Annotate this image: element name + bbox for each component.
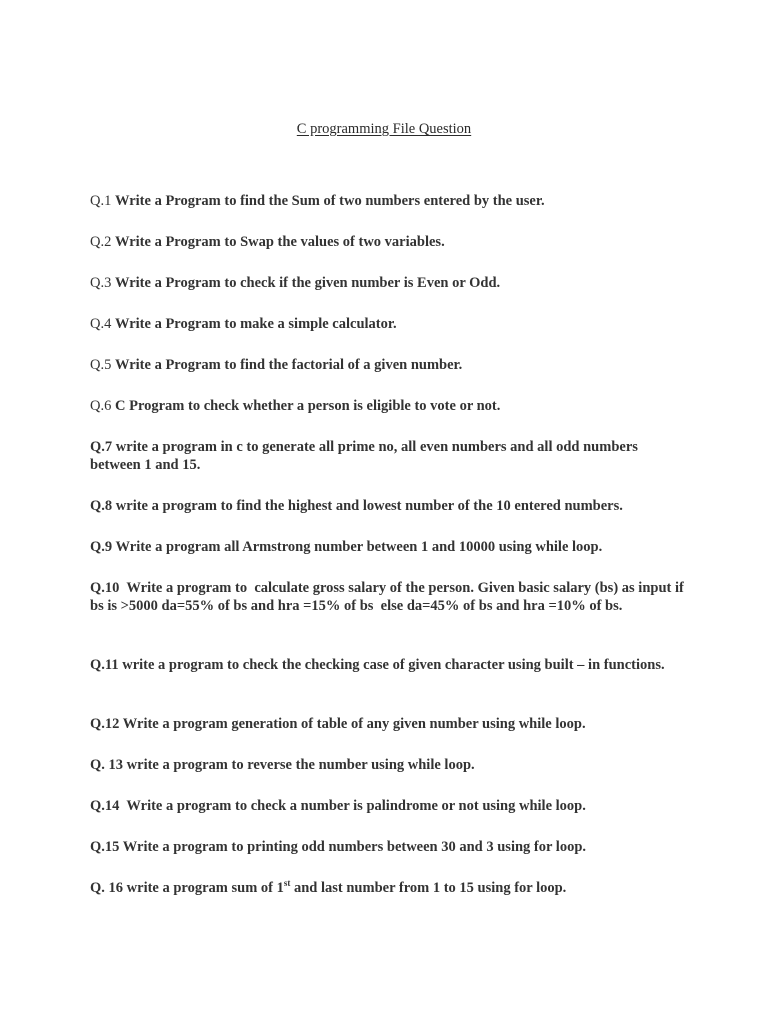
question-1 <box>90 192 690 210</box>
question-text-continued: and last number from 1 to 15 using for loop. <box>290 880 567 896</box>
question-text: Write a Program to find the Sum of two numbers entered by the user. <box>114 193 545 209</box>
question-text: Write a program all Armstrong number between 1 and 10000 using while loop. <box>115 539 603 555</box>
question-number: Q.4 <box>90 316 115 332</box>
question-text: Write a Program to Swap the values of two variables. <box>114 234 445 250</box>
question-text: Write a program to printing odd numbers between 30 and 3 using for loop. <box>122 839 587 855</box>
question-number: Q.5 <box>90 357 115 373</box>
question-text: Write a Program to make a simple calculator. <box>114 316 397 332</box>
question-number: Q.7 <box>90 439 116 455</box>
question-number: Q.2 <box>90 234 115 250</box>
question-14 <box>90 797 690 815</box>
question-5 <box>90 356 690 374</box>
question-number: Q.9 <box>90 539 116 555</box>
question-3 <box>90 274 690 292</box>
ordinal-superscript: st <box>283 878 291 889</box>
question-2 <box>90 233 690 251</box>
question-number: Q.10 <box>90 580 127 596</box>
question-number: Q. 13 <box>90 757 127 773</box>
question-number: Q.14 <box>90 798 127 814</box>
question-11 <box>90 656 690 674</box>
question-8 <box>90 497 690 515</box>
question-number: Q.15 <box>90 839 123 855</box>
question-text: write a program sum of 1 <box>126 880 284 896</box>
question-9 <box>90 538 690 556</box>
question-10 <box>90 579 690 615</box>
question-number: Q.1 <box>90 193 115 209</box>
question-16 <box>90 879 690 897</box>
question-number: Q.8 <box>90 498 116 514</box>
question-text: write a program in c to generate all prime no, all even numbers and all odd numbers between 1 and 15. <box>90 439 642 473</box>
question-text: write a program to reverse the number using while loop. <box>126 757 475 773</box>
question-text: write a program to find the highest and lowest number of the 10 entered numbers. <box>115 498 623 514</box>
question-number: Q.6 <box>90 398 115 414</box>
question-13 <box>90 756 690 774</box>
document-title: C programming File Question <box>296 121 472 137</box>
question-text: Write a Program to find the factorial of a given number. <box>114 357 463 373</box>
question-text: Write a program to calculate gross salary of the person. Given basic salary (bs) as input if bs is >5000 da=55% of bs and hra =15% of bs else da=45% of bs and hra =10% of bs. <box>90 580 688 614</box>
question-number: Q.12 <box>90 716 123 732</box>
question-text: Write a program to check a number is palindrome or not using while loop. <box>126 798 586 814</box>
question-15 <box>90 838 690 856</box>
question-text: write a program to check the checking case of given character using built – in functions. <box>122 657 665 673</box>
question-text: Write a Program to check if the given number is Even or Odd. <box>114 275 501 291</box>
question-6 <box>90 397 690 415</box>
question-12 <box>90 715 690 733</box>
question-text: C Program to check whether a person is eligible to vote or not. <box>114 398 501 414</box>
question-number: Q.3 <box>90 275 115 291</box>
question-number: Q.11 <box>90 657 123 673</box>
question-text: Write a program generation of table of any given number using while loop. <box>122 716 586 732</box>
question-number: Q. 16 <box>90 880 127 896</box>
question-4 <box>90 315 690 333</box>
question-7 <box>90 438 690 474</box>
